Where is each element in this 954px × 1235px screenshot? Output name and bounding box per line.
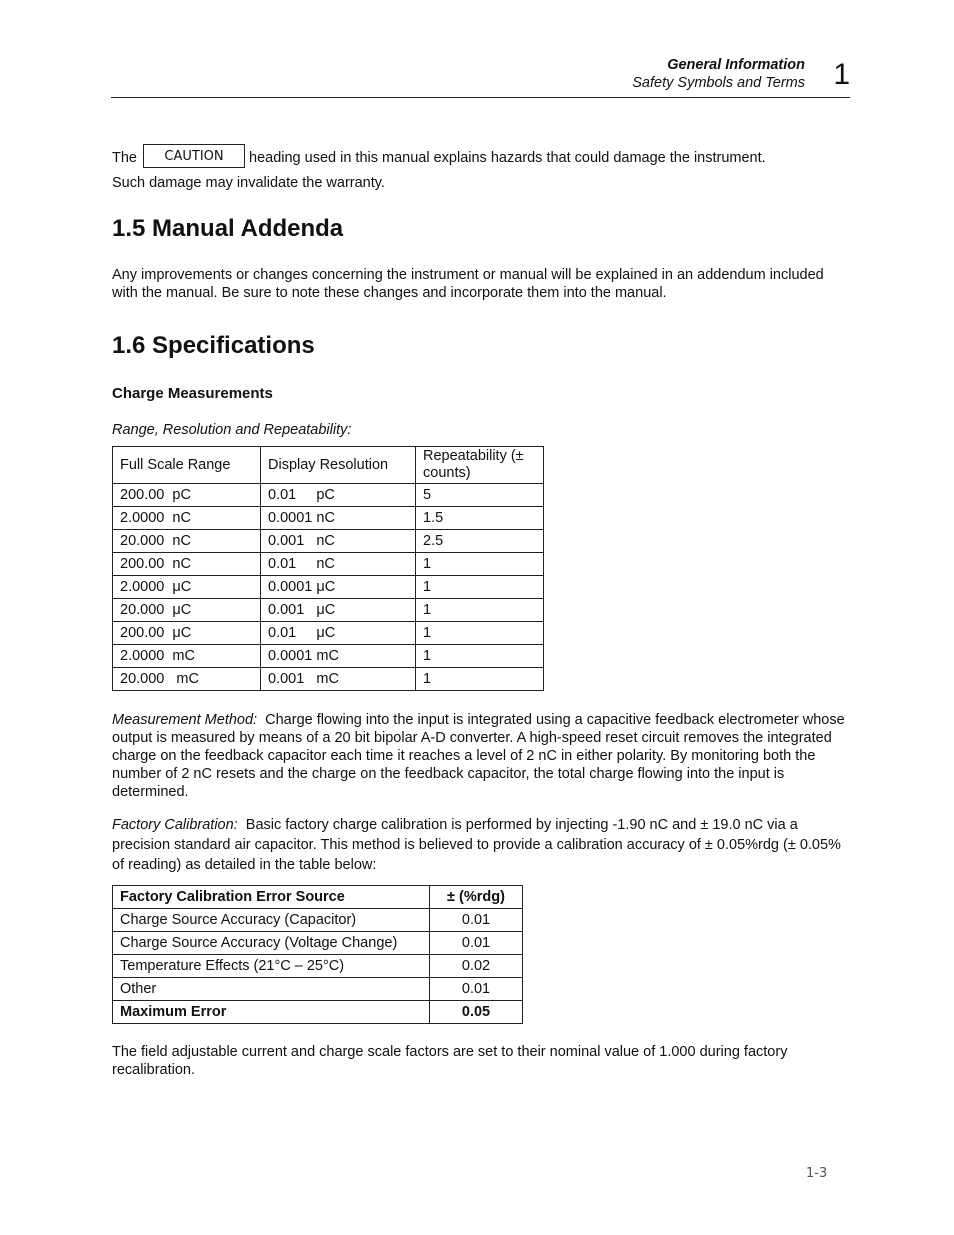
table-cell: 1 [416,645,544,668]
table-cell: 0.05 [430,1001,523,1024]
table-total-row [113,1001,523,1024]
section-title-specifications: 1.6 Specifications [112,332,315,359]
table-cell: 1 [416,553,544,576]
table-cell: 0.0001 nC [261,507,416,530]
table-cell: 0.01 [430,978,523,1001]
page-header [111,56,850,98]
closing-paragraph: The field adjustable current and charge scale factors are set to their nominal value of 1.000 during factory recalibration. [112,1044,788,1078]
table-cell: Other [113,978,430,1001]
subheading-charge-measurements: Charge Measurements [112,385,273,402]
table-cell: 20.000 μC [113,599,261,622]
table-cell: 0.01 μC [261,622,416,645]
caution-box-label: CAUTION [164,149,224,164]
table-cell: 0.02 [430,955,523,978]
table-cell: Maximum Error [113,1001,430,1024]
table-cell: 1 [416,576,544,599]
section-title-addenda: 1.5 Manual Addenda [112,215,344,242]
caution-text-before: The [112,150,137,166]
table-row [113,955,523,978]
page-number: 1-3 [806,1166,828,1181]
factory-calibration-paragraph [112,815,852,875]
factory-calibration-body: Basic factory charge calibration is performed by injecting -1.90 nC and ± 19.0 nC via a precision standard air capacitor. This method is believed to provide a calibration accuracy of ± 0.05%rdg (± 0.05% of reading) as detailed in the table below: [112,817,841,873]
table-row [113,932,523,955]
table-cell: 1 [416,599,544,622]
table-row [113,909,523,932]
table-cell: 0.01 [430,909,523,932]
table-cell: 0.0001 mC [261,645,416,668]
header-cell: ± (%rdg) [430,886,523,909]
table-row [113,599,544,622]
header-cell: Full Scale Range [113,447,261,484]
table-cell: 0.001 nC [261,530,416,553]
table-cell: 1 [416,622,544,645]
table-row [113,576,544,599]
caution-box [143,144,245,168]
table-cell: 200.00 nC [113,553,261,576]
table-cell: 0.001 μC [261,599,416,622]
table-cell: 0.01 nC [261,553,416,576]
header-cell: Factory Calibration Error Source [113,886,430,909]
caution-text-line2: Such damage may invalidate the warranty. [112,175,385,191]
table-cell: 1.5 [416,507,544,530]
table-cell: 0.01 [430,932,523,955]
table-cell: 2.0000 nC [113,507,261,530]
measurement-method-label: Measurement Method: [112,712,258,728]
table-row [113,978,523,1001]
table-row [113,553,544,576]
table-cell: 200.00 μC [113,622,261,645]
table-caption: Range, Resolution and Repeatability: [112,422,352,438]
header-subtitle: Safety Symbols and Terms [632,75,805,91]
chapter-number: 1 [833,58,850,91]
table-cell: 200.00 pC [113,484,261,507]
measurement-method-paragraph [112,711,852,801]
header-text [632,56,805,92]
table-row [113,530,544,553]
table-row [113,645,544,668]
table-row [113,622,544,645]
table-header-row [113,886,523,909]
factory-calibration-label: Factory Calibration: [112,817,238,833]
measurement-method-body: Charge flowing into the input is integrated using a capacitive feedback electrometer whose output is measured by means of a 20 bit bipolar A-D converter. A high-speed reset circuit removes the integrated charge on the feedback capacitor each time it reaches a level of 2 nC in either polarity. By monitoring both the number of 2 nC resets and the charge on the feedback capacitor, the total charge flowing into the input is determined. [112,712,845,800]
table-cell: Charge Source Accuracy (Voltage Change) [113,932,430,955]
table-cell: 1 [416,668,544,691]
table-cell: 0.0001 μC [261,576,416,599]
table-cell: 2.5 [416,530,544,553]
table-cell: 5 [416,484,544,507]
table-row [113,484,544,507]
table-cell: 20.000 mC [113,668,261,691]
table-cell: 2.0000 mC [113,645,261,668]
table-row [113,668,544,691]
calibration-table [112,885,523,1024]
header-title: General Information [667,57,805,73]
spec-table [112,446,544,691]
table-cell: 20.000 nC [113,530,261,553]
header-cell: Display Resolution [261,447,416,484]
table-cell: Temperature Effects (21°C – 25°C) [113,955,430,978]
table-cell: 2.0000 μC [113,576,261,599]
table-header-row [113,447,544,484]
table-cell: 0.001 mC [261,668,416,691]
header-cell: Repeatability (± counts) [416,447,544,484]
table-cell: 0.01 pC [261,484,416,507]
caution-text-after: heading used in this manual explains hazards that could damage the instrument. [249,150,766,166]
caution-paragraph [112,141,852,192]
table-cell: Charge Source Accuracy (Capacitor) [113,909,430,932]
addenda-body: Any improvements or changes concerning the instrument or manual will be explained in an addendum included with the manual. Be sure to note these changes and incorporate them into the manual. [112,267,824,301]
table-row [113,507,544,530]
